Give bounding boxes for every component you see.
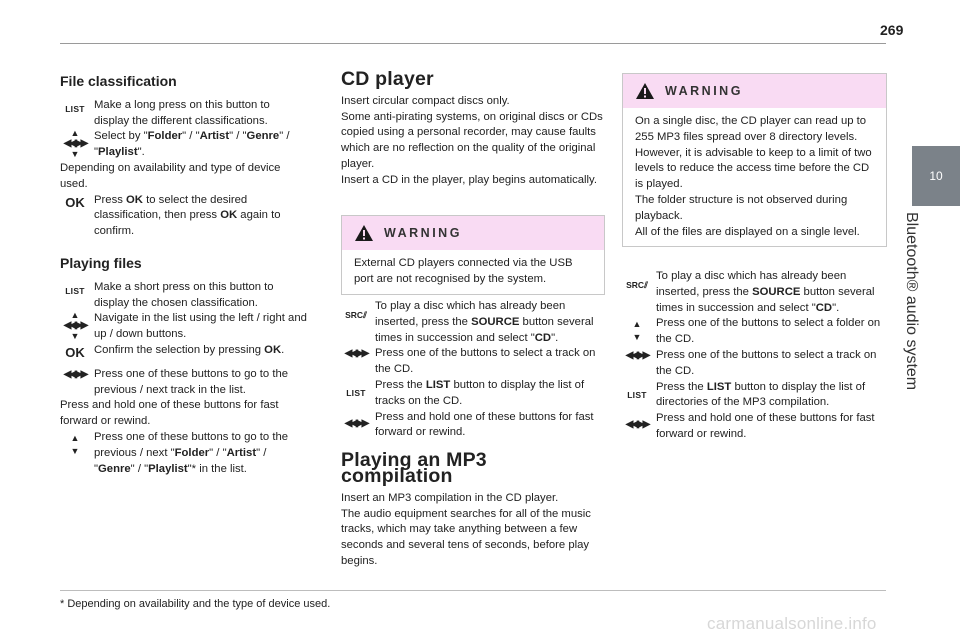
- src-button-icon: SRC⫽: [626, 280, 648, 290]
- list-button-icon: LIST: [65, 103, 85, 114]
- mp3-search: The audio equipment searches for all of the music tracks, which may take anything between a few seconds and several tens of seconds, before play begins.: [341, 507, 591, 567]
- ok-button-icon: OK: [65, 194, 85, 210]
- four-way-arrows-icon: ▲ ◀◀▶▶ ▼: [63, 310, 87, 342]
- track-nav-instruction: ◀◀▶▶ Press one of these buttons to go to the previous / next track in the list.: [60, 367, 308, 399]
- up-down-arrows-icon: ▲ ▼: [632, 319, 642, 343]
- column-2: [341, 68, 603, 189]
- cd-anti-piracy: Some anti-pirating systems, on original discs or CDs copied using a personal recorder, may cause faults which are no reflection on the quality of the original player.: [341, 110, 603, 170]
- mp3-insert: Insert an MP3 compilation in the CD player.: [341, 491, 559, 504]
- column-2-lower: [341, 299, 603, 570]
- section-heading-file-classification: File classification: [60, 73, 177, 89]
- ok-button-icon: OK: [65, 344, 85, 360]
- list-button-icon: LIST: [627, 389, 647, 400]
- warning-title: WARNING: [384, 226, 462, 240]
- fast-forward-instruction: ◀◀▶▶ Press and hold one of these buttons for fast forward or rewind.: [622, 411, 885, 443]
- folder-select-instruction: ▲ ▼ Press one of the buttons to select a folder on the CD.: [622, 316, 885, 348]
- chapter-number: 10: [929, 169, 943, 183]
- list-instruction: LIST Make a long press on this button to display the different classifications.: [60, 98, 308, 130]
- source-instruction: SRC⫽ To play a disc which has already been inserted, press the SOURCE button several times in succession and select "CD".: [622, 269, 885, 316]
- left-right-arrows-icon: ◀◀▶▶: [344, 417, 368, 429]
- section-heading-cd-player: CD player: [341, 68, 434, 90]
- column-3-lower: [622, 269, 885, 443]
- page-number: 269: [880, 22, 904, 38]
- left-right-arrows-icon: ◀◀▶▶: [63, 368, 87, 380]
- list-button-icon: LIST: [346, 387, 366, 398]
- fast-forward-note: Press and hold one of these buttons for fast forward or rewind.: [60, 399, 279, 428]
- left-right-arrows-icon: ◀◀▶▶: [625, 419, 649, 431]
- navigate-list-instruction: ▲ ◀◀▶▶ ▼ Navigate in the list using the left / right and up / down buttons.: [60, 311, 308, 343]
- four-way-arrows-icon: ▲ ◀◀▶▶ ▼: [63, 128, 87, 160]
- warning-title: WARNING: [665, 84, 743, 98]
- warning-header: [342, 216, 604, 250]
- track-select-instruction: ◀◀▶▶ Press one of the buttons to select a track on the CD.: [622, 348, 885, 380]
- up-down-arrows-icon: ▲ ▼: [70, 432, 80, 456]
- source-instruction: SRC⫽ To play a disc which has already been inserted, press the SOURCE button several times in succession and select "CD".: [341, 299, 603, 346]
- warning-body: On a single disc, the CD player can read up to 255 MP3 files spread over 8 directory levels. However, it is advisable to keep to a limit of two levels to reduce the access time before the CD is played. The folder structure is not observed during playback. All of the files are displayed on a single level.: [635, 115, 872, 238]
- list-button-icon: LIST: [65, 285, 85, 296]
- section-heading-mp3: Playing an MP3 compilation: [341, 449, 487, 487]
- ok-instruction: OK Press OK to select the desired classification, then press OK again to confirm.: [60, 193, 308, 240]
- warning-body: External CD players connected via the USB port are not recognised by the system.: [354, 257, 573, 285]
- cd-insert: Insert a CD in the player, play begins automatically.: [341, 173, 597, 186]
- cd-intro: Insert circular compact discs only.: [341, 94, 510, 107]
- list-short-press-instruction: LIST Make a short press on this button to display the chosen classification.: [60, 280, 308, 312]
- warning-box-usb: [341, 215, 605, 295]
- confirm-instruction: OK Confirm the selection by pressing OK.: [60, 343, 308, 367]
- fast-forward-instruction: ◀◀▶▶ Press and hold one of these buttons for fast forward or rewind.: [341, 410, 603, 442]
- track-select-instruction: ◀◀▶▶ Press one of the buttons to select a track on the CD.: [341, 346, 603, 378]
- availability-note: Depending on availability and type of device used.: [60, 161, 281, 190]
- list-tracks-instruction: LIST Press the LIST button to display the list of tracks on the CD.: [341, 378, 603, 410]
- header-divider: [60, 43, 886, 44]
- footer-divider: [60, 590, 886, 591]
- warning-triangle-icon: [354, 224, 374, 242]
- navigate-instruction: ▲ ◀◀▶▶ ▼ Select by "Folder" / "Artist" / "Genre" / "Playlist".: [60, 129, 308, 161]
- chapter-tab[interactable]: [912, 146, 960, 206]
- left-right-arrows-icon: ◀◀▶▶: [625, 349, 649, 361]
- list-directories-instruction: LIST Press the LIST button to display the list of directories of the MP3 compilation.: [622, 380, 885, 412]
- left-right-arrows-icon: ◀◀▶▶: [344, 348, 368, 360]
- section-heading-playing-files: Playing files: [60, 254, 142, 271]
- column-1: [60, 74, 308, 477]
- warning-triangle-icon: [635, 82, 655, 100]
- classification-nav-instruction: ▲ ▼ Press one of these buttons to go to the previous / next "Folder" / "Artist" / "Genre" / "Playlist"* in the list.: [60, 430, 308, 477]
- warning-box-mp3: [622, 73, 887, 247]
- warning-header: [623, 74, 886, 108]
- chapter-title: Bluetooth® audio system: [903, 212, 920, 391]
- src-button-icon: SRC⫽: [345, 310, 367, 320]
- footnote: * Depending on availability and the type of device used.: [60, 598, 331, 610]
- watermark: carmanualsonline.info: [707, 614, 877, 633]
